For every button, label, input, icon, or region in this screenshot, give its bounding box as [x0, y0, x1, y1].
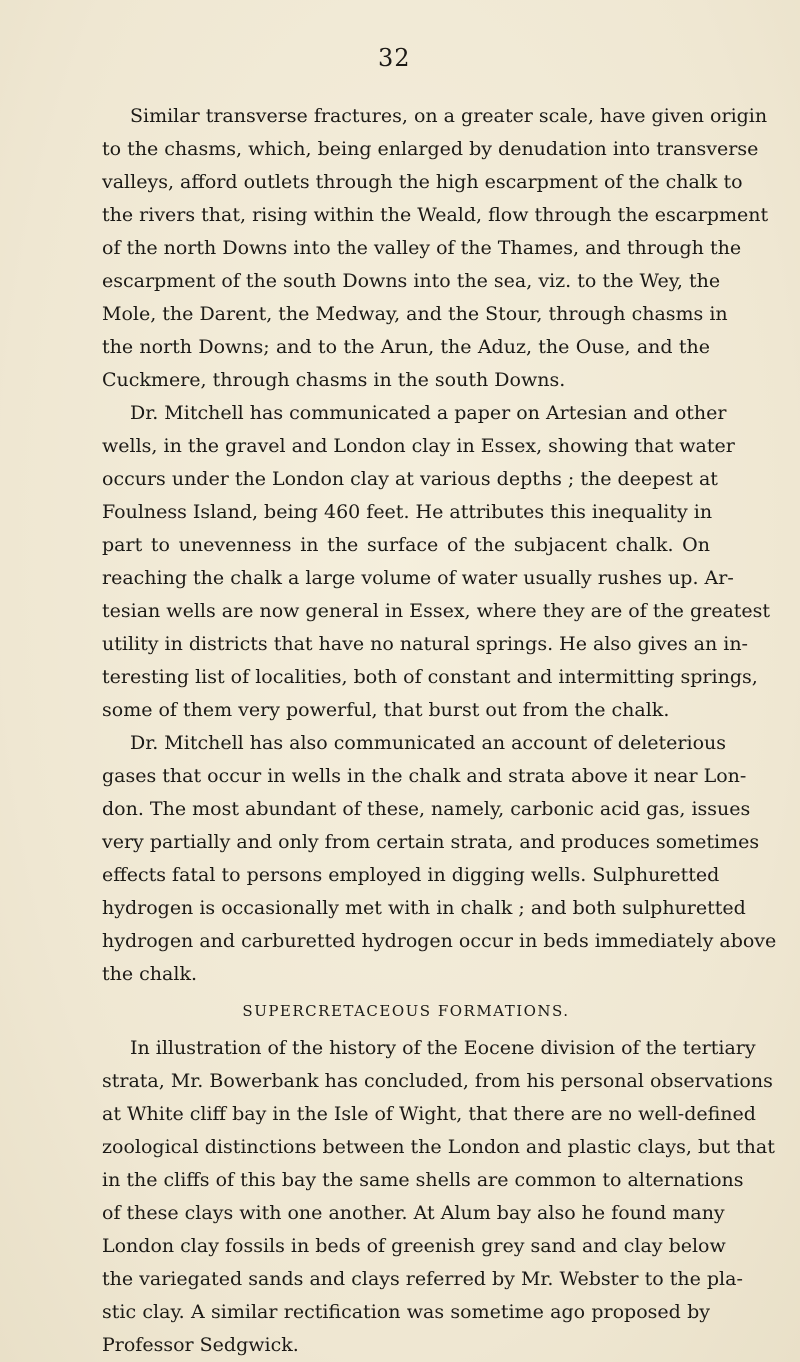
section-heading: SUPERCRETACEOUS FORMATIONS. [242, 1002, 570, 1020]
text-line: Cuckmere, through chasms in the south Downs. [102, 369, 566, 391]
text-line: Dr. Mitchell has communicated a paper on Artesian and other [130, 402, 727, 424]
paragraph [102, 1032, 775, 1362]
text-line: In illustration of the history of the Eocene division of the tertiary [130, 1037, 756, 1059]
text-line: some of them very powerful, that burst out from the chalk. [102, 699, 670, 721]
text-line: gases that occur in wells in the chalk and strata above it near Lon- [102, 765, 747, 787]
text-line: utility in districts that have no natural springs. He also gives an in- [102, 633, 748, 655]
text-line: of the north Downs into the valley of the Thames, and through the [102, 237, 742, 259]
text-line: London clay fossils in beds of greenish grey sand and clay below [102, 1235, 726, 1257]
text-line: valleys, afford outlets through the high escarpment of the chalk to [102, 171, 743, 193]
paragraph [102, 397, 771, 727]
text-line: tesian wells are now general in Essex, where they are of the greatest [102, 600, 771, 622]
text-line: the north Downs; and to the Arun, the Aduz, the Ouse, and the [102, 336, 710, 358]
text-line: wells, in the gravel and London clay in Essex, showing that water [102, 435, 735, 457]
text-line: the rivers that, rising within the Weald, flow through the escarpment [102, 204, 769, 226]
text-line: Foulness Island, being 460 feet. He attributes this inequality in [102, 501, 713, 523]
paragraph [102, 727, 777, 991]
text-line: Dr. Mitchell has also communicated an account of deleterious [130, 732, 726, 754]
text-line: at White cliff bay in the Isle of Wight, that there are no well-defined [102, 1103, 756, 1125]
text-line: hydrogen and carburetted hydrogen occur in beds immediately above [102, 930, 777, 952]
text-line: very partially and only from certain strata, and produces sometimes [102, 831, 760, 853]
text-line: effects fatal to persons employed in digging wells. Sulphuretted [102, 864, 720, 886]
text-line: the variegated sands and clays referred by Mr. Webster to the pla- [102, 1268, 743, 1290]
text-line: strata, Mr. Bowerbank has concluded, from his personal observations [102, 1070, 773, 1092]
text-line: teresting list of localities, both of constant and intermitting springs, [102, 666, 758, 688]
text-line: of these clays with one another. At Alum bay also he found many [102, 1202, 725, 1224]
text-line: hydrogen is occasionally met with in chalk ; and both sulphuretted [102, 897, 746, 919]
text-line: the chalk. [102, 963, 197, 985]
text-line: zoological distinctions between the London and plastic clays, but that [102, 1136, 775, 1158]
paragraph [102, 100, 769, 397]
page-number: 32 [378, 44, 411, 72]
text-line: Mole, the Darent, the Medway, and the Stour, through chasms in [102, 303, 728, 325]
text-line: to the chasms, which, being enlarged by denudation into transverse [102, 138, 759, 160]
text-line: escarpment of the south Downs into the sea, viz. to the Wey, the [102, 270, 721, 292]
text-line: in the cliffs of this bay the same shells are common to alternations [102, 1169, 744, 1191]
text-line: part to unevenness in the surface of the subjacent chalk. On [102, 534, 710, 556]
text-line: occurs under the London clay at various depths ; the deepest at [102, 468, 718, 490]
text-line: reaching the chalk a large volume of water usually rushes up. Ar- [102, 567, 734, 589]
text-line: Professor Sedgwick. [102, 1334, 299, 1356]
text-line: stic clay. A similar rectification was sometime ago proposed by [102, 1301, 710, 1323]
body-text [102, 100, 777, 1362]
text-line: don. The most abundant of these, namely, carbonic acid gas, issues [102, 798, 751, 820]
text-line: Similar transverse fractures, on a greater scale, have given origin [130, 105, 768, 127]
